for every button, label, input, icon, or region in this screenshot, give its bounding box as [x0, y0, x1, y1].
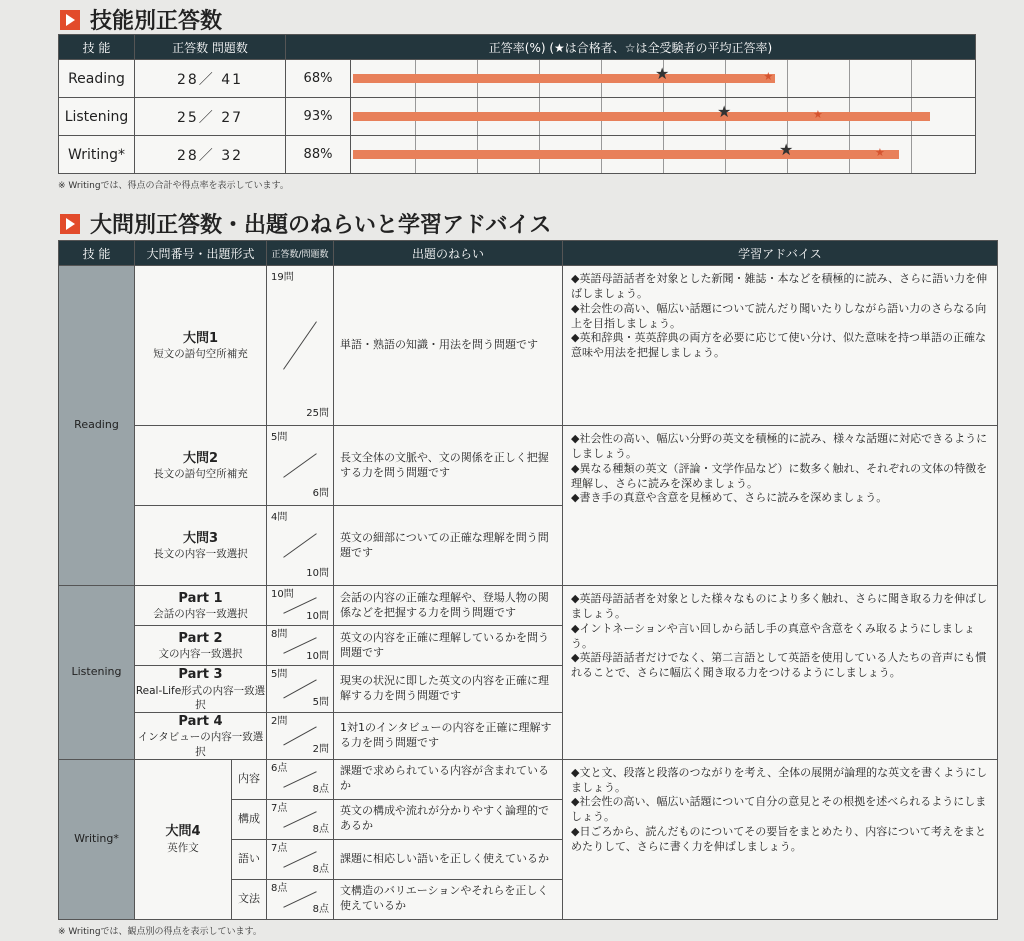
play-marker-icon — [60, 214, 80, 234]
total-count: 8点 — [312, 864, 329, 876]
all-average-star-icon: ★ — [875, 146, 885, 159]
fraction-cell — [266, 712, 333, 759]
question-title: 大問4 — [165, 824, 201, 840]
advice-item: ◆社会性の高い、幅広い話題について読んだり聞いたりしながら語い力のさらなる向上を目指しましょう。 — [570, 301, 987, 330]
skill-score-table — [58, 34, 976, 174]
total-count: 8点 — [312, 824, 329, 836]
total-count: 6問 — [312, 487, 329, 499]
grid-line — [911, 136, 912, 173]
header-score: 正答数 問題数 — [135, 35, 286, 60]
percent-value: 93% — [286, 98, 351, 136]
correct-count: 6点 — [270, 762, 288, 774]
aim-text: 会話の内容の正確な理解や、登場人物の関係などを把握する力を問う問題です — [333, 586, 562, 626]
fraction-cell — [266, 839, 333, 879]
aim-text: 英文の構成や流れが分かりやすく論理的であるか — [333, 799, 562, 839]
correct-count: 5問 — [270, 669, 288, 680]
skill-label-reading: Reading — [59, 266, 135, 586]
all-average-star-icon: ★ — [763, 70, 774, 83]
rate-bar-cell — [351, 98, 976, 136]
total-count: 8点 — [312, 784, 329, 796]
question-title: Part 1 — [178, 590, 223, 606]
percent-value: 88% — [286, 136, 351, 174]
section1-note: ※ Writingでは、得点の合計や得点率を表示しています。 — [58, 181, 289, 191]
aim-text: 英文の細部についての正確な理解を問う問題です — [333, 506, 562, 586]
skill-label-listening: Listening — [59, 586, 135, 760]
advice-cell — [562, 759, 997, 919]
total-count: 10問 — [306, 610, 329, 622]
aim-text: 1対1のインタビューの内容を正確に理解する力を問う問題です — [333, 712, 562, 759]
correct-count: 19問 — [270, 272, 294, 283]
correct-count: 7点 — [270, 842, 288, 854]
section1-title-text: 技能別正答数 — [90, 9, 223, 34]
question-title: Part 2 — [178, 630, 223, 646]
header-skill: 技 能 — [59, 241, 135, 266]
rate-bar — [353, 150, 899, 159]
grid-line — [787, 60, 788, 97]
question-format: 文の内容一致選択 — [158, 648, 243, 661]
table-row — [59, 266, 998, 426]
advice-item: ◆社会性の高い、幅広い話題について自分の意見とその根拠を述べられるようにしましょう。 — [570, 795, 987, 824]
question-title: 大問2 — [182, 450, 219, 466]
question-cell — [135, 626, 267, 666]
advice-cell — [562, 426, 997, 586]
aspect-label: 内容 — [232, 759, 267, 799]
aim-text: 英文の内容を正確に理解しているかを問う問題です — [333, 626, 562, 666]
advice-item: ◆イントネーションや言い回しから話し手の真意や含意をくみ取るようにしましょう。 — [570, 621, 975, 650]
fraction-cell — [266, 586, 333, 626]
question-format: 長文の内容一致選択 — [153, 548, 248, 561]
aim-text: 現実の状況に即した英文の内容を正確に理解する力を問う問題です — [333, 666, 562, 713]
aim-text: 課題に相応しい語いを正しく使えているか — [333, 839, 562, 879]
aim-text: 文構造のバリエーションやそれらを正しく使えているか — [333, 879, 562, 919]
skill-label: Writing* — [59, 136, 135, 174]
question-format: 会話の内容一致選択 — [153, 608, 248, 621]
total-count: 10問 — [306, 567, 329, 579]
question-format: 長文の語句空所補充 — [153, 468, 248, 481]
section1-title — [60, 4, 222, 35]
correct-count: 10問 — [270, 589, 294, 600]
advice-item: ◆英語母語話者を対象とした様々なものにより多く触れ、さらに聞き取る力を伸ばしましょう。 — [570, 592, 988, 620]
score-value: 25／ 27 — [135, 98, 286, 136]
question-cell — [135, 666, 267, 713]
advice-item: ◆英和辞典・英英辞典の両方を必要に応じて使い分け、似た意味を持つ単語の正確な意味や用法を把握しましょう。 — [570, 331, 987, 360]
score-value: 28／ 41 — [135, 60, 286, 98]
aim-text: 単語・熟語の知識・用法を問う問題です — [333, 266, 562, 426]
total-count: 10問 — [306, 650, 329, 662]
all-average-star-icon: ★ — [813, 108, 823, 121]
advice-item: ◆社会性の高い、幅広い分野の英文を積極的に読み、様々な話題に対応できるようにしましょう。 — [570, 432, 988, 460]
grid-line — [849, 60, 850, 97]
correct-count: 7点 — [270, 802, 288, 814]
question-advice-table — [58, 240, 998, 920]
question-cell — [135, 712, 267, 759]
rate-bar-cell — [351, 60, 976, 98]
question-format: Real-Life形式の内容一致選択 — [135, 684, 266, 711]
advice-cell — [562, 266, 997, 426]
advice-item: ◆文と文、段落と段落のつながりを考え、全体の展開が論理的な英文を書くようにしましょう。 — [570, 765, 988, 794]
section2-note: ※ Writingでは、観点別の得点を表示しています。 — [58, 927, 262, 937]
question-title: 大問3 — [182, 530, 219, 546]
question-title: 大問1 — [182, 330, 219, 346]
aspect-label: 文法 — [232, 879, 267, 919]
table-row — [59, 426, 998, 506]
fraction-cell — [266, 879, 333, 919]
header-question: 大問番号・出題形式 — [135, 241, 267, 266]
pass-average-star-icon: ★ — [655, 64, 670, 83]
rate-bar — [353, 74, 775, 83]
total-count: 2問 — [312, 744, 329, 756]
total-count: 25問 — [306, 407, 329, 419]
fraction-cell — [266, 266, 333, 426]
aspect-label: 構成 — [232, 799, 267, 839]
table-row — [59, 98, 976, 136]
percent-value: 68% — [286, 60, 351, 98]
skill-label: Reading — [59, 60, 135, 98]
question-cell — [135, 586, 267, 626]
rate-bar — [353, 112, 930, 121]
skill-label-writing: Writing* — [59, 759, 135, 919]
slash-line — [267, 266, 333, 425]
question-cell — [135, 266, 267, 426]
question-cell — [135, 759, 232, 919]
score-value: 28／ 32 — [135, 136, 286, 174]
question-cell — [135, 506, 267, 586]
question-title: Part 3 — [178, 667, 223, 682]
question-title: Part 4 — [178, 713, 223, 729]
header-score: 正答数/問題数 — [266, 241, 333, 266]
correct-count: 5問 — [270, 432, 288, 443]
header-skill: 技 能 — [59, 35, 135, 60]
advice-item: ◆日ごろから、読んだものについてその要旨をまとめたり、内容について考えをまとめたりして、さらに書く力を伸ばしましょう。 — [570, 825, 987, 853]
fraction-cell — [266, 626, 333, 666]
fraction-cell — [266, 426, 333, 506]
section2-title — [60, 208, 551, 239]
advice-item: ◆英語母語話者を対象とした新聞・雑誌・本などを積極的に読み、さらに語い力を伸ばしましょう。 — [570, 272, 988, 300]
advice-item: ◆異なる種類の英文（評論・文学作品など）に数多く触れ、それぞれの文体の特徴を理解し、さらに読みを深めましょう。 — [570, 461, 988, 490]
aim-text: 課題で求められている内容が含まれているか — [333, 759, 562, 799]
pass-average-star-icon: ★ — [779, 140, 794, 159]
question-format: 英作文 — [167, 841, 199, 854]
advice-item: ◆書き手の真意や含意を見極めて、さらに読みを深めましょう。 — [570, 491, 888, 505]
aspect-label: 語い — [232, 839, 267, 879]
play-marker-icon — [60, 10, 80, 30]
total-count: 8点 — [312, 904, 329, 916]
advice-item: ◆英語母語話者だけでなく、第二言語として英語を使用している人たちの音声にも慣れることで、さらに幅広く聞き取る力をつけるようにしましょう。 — [570, 651, 987, 680]
advice-cell — [562, 586, 997, 760]
grid-line — [911, 60, 912, 97]
pass-average-star-icon: ★ — [717, 102, 732, 121]
fraction-cell — [266, 759, 333, 799]
table-row — [59, 759, 998, 799]
rate-bar-cell — [351, 136, 976, 174]
skill-label: Listening — [59, 98, 135, 136]
fraction-cell — [266, 506, 333, 586]
table-row — [59, 60, 976, 98]
section2-title-text: 大問別正答数・出題のねらいと学習アドバイス — [90, 213, 552, 238]
correct-count: 2問 — [270, 715, 288, 727]
header-advice: 学習アドバイス — [562, 241, 997, 266]
question-format: インタビューの内容一致選択 — [137, 731, 264, 758]
fraction-cell — [266, 666, 333, 713]
correct-count: 4問 — [270, 512, 288, 523]
table-row — [59, 586, 998, 626]
table-row — [59, 136, 976, 174]
correct-count: 8問 — [270, 629, 288, 640]
correct-count: 8点 — [270, 882, 288, 894]
total-count: 5問 — [312, 697, 329, 709]
question-cell — [135, 426, 267, 506]
aim-text: 長文全体の文脈や、文の関係を正しく把握する力を問う問題です — [333, 426, 562, 506]
header-aim: 出題のねらい — [333, 241, 562, 266]
question-format: 短文の語句空所補充 — [153, 348, 248, 361]
header-rate: 正答率(%) (★は合格者、☆は全受験者の平均正答率) — [286, 35, 976, 60]
fraction-cell — [266, 799, 333, 839]
